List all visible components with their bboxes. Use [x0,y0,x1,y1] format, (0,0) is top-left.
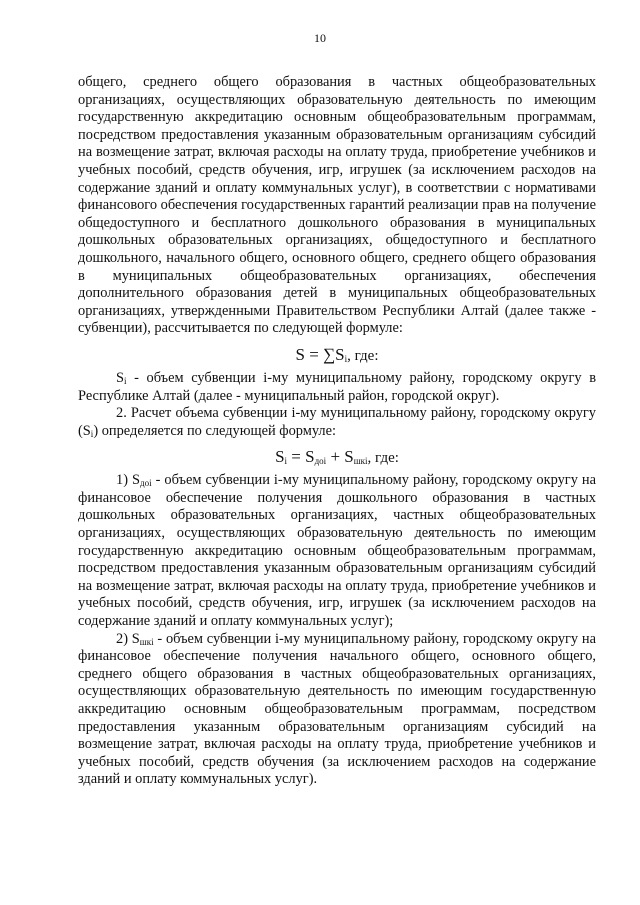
variable-subscript: i [124,375,127,386]
paragraph-intro: общего, среднего общего образования в частных общеобразовательных организациях, осуществляющих образовательную деятельность по имеющим государственную аккредитацию основным общеобразовательным программам, посредством предоставления указанным образовательным организациям субсидий на возмещение затрат, включая расходы на оплату труда, приобретение учебников и учебных пособий, средств обучения, игр, игрушек (за исключением расходов на содержание зданий и оплату коммунальных услуг), в соответствии с нормативами финансового обеспечения государственных гарантий реализации прав на получение общедоступного и бесплатного дошкольного образования в муниципальных дошкольных образовательных организациях, общедоступного и бесплатного дошкольного, начального общего, основного общего, среднего общего образования в муниципальных общеобразовательных организациях, обеспечения дополнительного образования детей в муниципальных общеобразовательных организациях, утвержденными Правительством Республики Алтай (далее также - субвенции), рассчитывается по следующей формуле: [78,74,596,337]
item-text: - объем субвенции i-му муниципальному району, городскому округу на финансовое обеспечение получения начального общего, основного общего, среднего общего образования в частных общеобразовательных организациях, осуществляющих образовательную деятельность по имеющим государственную аккредитацию основным общеобразовательным программам, посредством предоставления указанным образовательным организациям субсидий на возмещение затрат, включая расходы на оплату труда, приобретение учебников и учебных пособий, средств обучения (за исключением расходов на содержание зданий и оплату коммунальных услуг). [78,630,596,788]
formula-plus: + S [326,447,354,467]
formula-subscript: доi [314,456,327,467]
definition-text: - объем субвенции i-му муниципальному району, городскому округу в Республике Алтай (далее - муниципальный район, городской округ). [78,369,596,404]
variable-subscript: i [90,428,94,439]
item-prefix: 1) S [116,472,140,489]
paragraph-calculation-intro [78,405,596,440]
formula-subscript: i [344,353,348,364]
paragraph-school-subvention [78,631,596,789]
page-number: 10 [314,31,326,45]
formula-tail: , где: [347,347,379,364]
sum-symbol: ∑ [323,344,336,364]
paragraph-si-definition [78,370,596,405]
variable-subscript: шкi [139,636,154,647]
formula-district-subvention [78,448,596,467]
variable-subscript: доi [140,478,152,489]
paragraph-preschool-subvention [78,472,596,630]
formula-lhs: S = [295,344,324,364]
formula-tail: , где: [367,450,399,467]
variable-s: S [116,369,125,386]
calculation-text-end: ) определяется по следующей формуле: [93,422,336,439]
formula-lhs: S [275,447,285,467]
document-body [78,74,596,789]
calculation-text: 2. Расчет объема субвенции i-му муниципальному району, городскому округу (S [78,405,596,439]
formula-total-subvention [78,346,596,365]
formula-var: S [335,344,345,364]
formula-subscript: i [284,456,288,467]
item-prefix: 2) S [116,630,140,647]
formula-subscript: шкi [353,456,368,467]
formula-eq: = S [287,447,315,467]
item-text: - объем субвенции i-му муниципальному району, городскому округу на финансовое обеспечение получения дошкольного образования в частных дошкольных образовательных организациях, частных общеобразовательных организациях, осуществляющих образовательную деятельность по имеющим государственную аккредитацию основным общеобразовательным программам, посредством предоставления указанным образовательным организациям субсидий на возмещение затрат, включая расходы на оплату труда, приобретение учебников и учебных пособий, средств обучения, игр, игрушек (за исключением расходов на содержание зданий и оплату коммунальных услуг); [78,472,596,630]
